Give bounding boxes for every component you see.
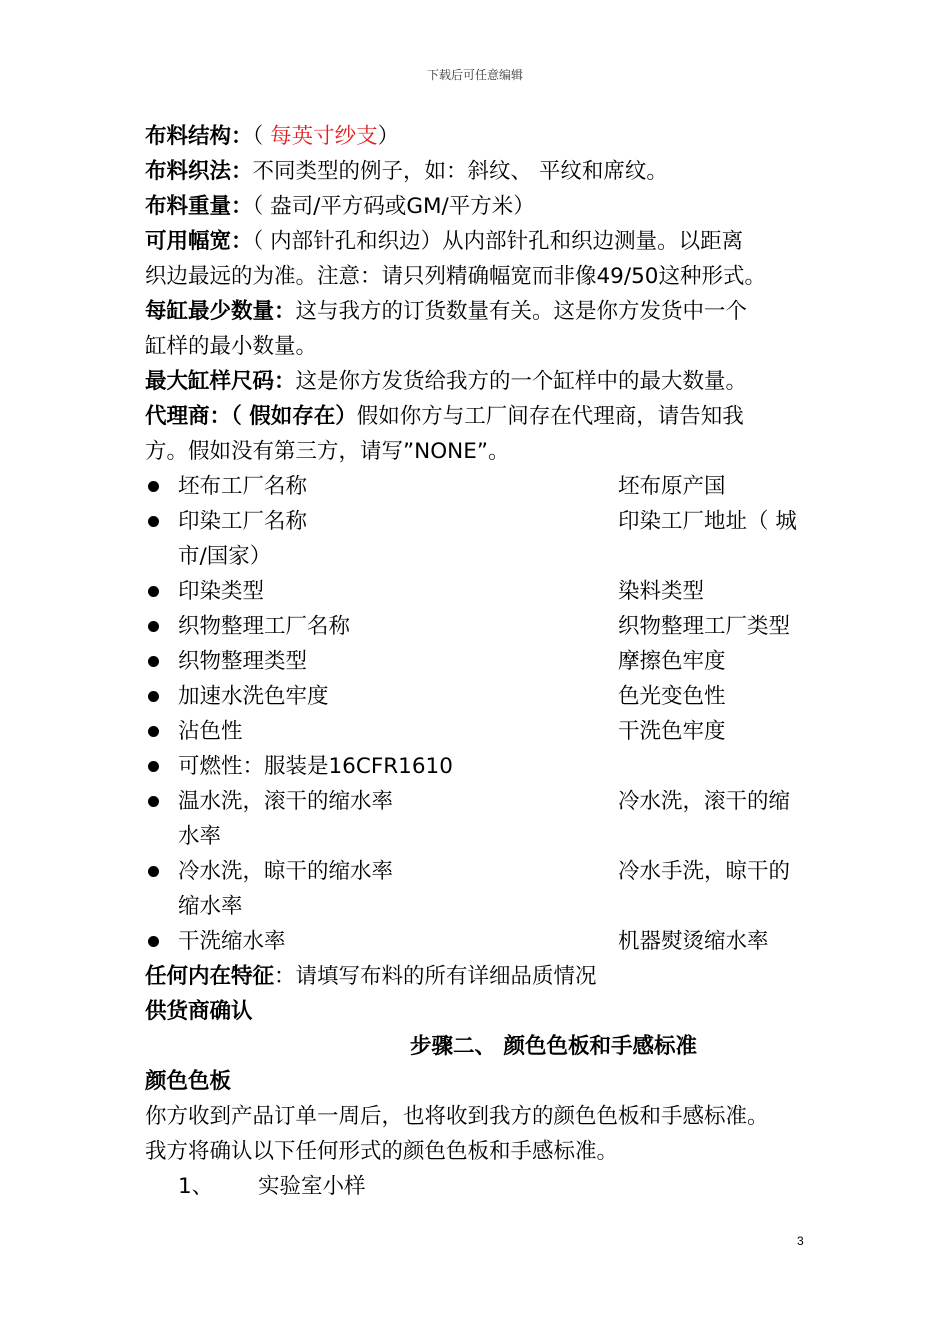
item-number: 1、 xyxy=(178,1174,214,1199)
field-label: 代理商：（ 假如存在） xyxy=(145,404,357,429)
list-item-left: 印染类型 xyxy=(178,579,265,604)
bullet-icon xyxy=(148,936,159,947)
list-item-left: 冷水洗，晾干的缩水率 xyxy=(178,859,394,884)
list-item-left: 坯布工厂名称 xyxy=(178,474,308,499)
bullet-icon xyxy=(148,516,159,527)
agent-line xyxy=(145,399,825,434)
list-item xyxy=(145,924,825,959)
bullet-icon xyxy=(148,691,159,702)
list-item xyxy=(145,854,825,889)
list-item xyxy=(145,749,825,784)
list-item xyxy=(145,644,825,679)
agent-cont: 方。假如没有第三方，请写”NONE”。 xyxy=(145,439,510,464)
paren-open: （ xyxy=(252,124,264,149)
list-item-left: 织物整理类型 xyxy=(178,649,308,674)
item-text: 实验室小样 xyxy=(258,1174,366,1199)
list-item-right: 冷水洗，滚干的缩 xyxy=(618,789,791,814)
min-quantity-cont: 缸样的最小数量。 xyxy=(145,334,318,359)
list-item-cont: 市/国家） xyxy=(178,544,272,569)
paragraph-line: 我方将确认以下任何形式的颜色色板和手感标准。 xyxy=(145,1139,619,1164)
list-item-right: 干洗色牢度 xyxy=(618,719,726,744)
list-item xyxy=(145,504,825,539)
field-label: 任何内在特征 xyxy=(145,964,275,989)
bullet-icon xyxy=(148,761,159,772)
field-label: 布料织法： xyxy=(145,159,253,184)
field-label: 布料重量： xyxy=(145,194,253,219)
field-label: 可用幅宽： xyxy=(145,229,253,254)
field-text: （ 盎司/平方码或GM/平方米） xyxy=(252,194,535,219)
bullet-icon xyxy=(148,866,159,877)
list-item-cont: 缩水率 xyxy=(178,894,243,919)
field-text: 不同类型的例子，如：斜纹、 平纹和席纹。 xyxy=(252,159,668,184)
bullet-icon xyxy=(148,796,159,807)
list-item-left: 温水洗，滚干的缩水率 xyxy=(178,789,394,814)
field-label: 每缸最少数量： xyxy=(145,299,296,324)
bullet-icon xyxy=(148,621,159,632)
fabric-weight-line xyxy=(145,189,825,224)
bullet-icon xyxy=(148,586,159,597)
list-item xyxy=(145,609,825,644)
max-dye-lot-line xyxy=(145,364,825,399)
list-item-left: 织物整理工厂名称 xyxy=(178,614,351,639)
field-text: 这与我方的订货数量有关。这是你方发货中一个 xyxy=(295,299,748,324)
fabric-structure-line xyxy=(145,119,825,154)
list-item-right: 摩擦色牢度 xyxy=(618,649,726,674)
list-item xyxy=(145,714,825,749)
list-item xyxy=(145,784,825,819)
min-quantity-line xyxy=(145,294,825,329)
step-heading: 步骤二、 颜色色板和手感标准 xyxy=(410,1034,697,1059)
list-item-left: 干洗缩水率 xyxy=(178,929,286,954)
bullet-icon xyxy=(148,726,159,737)
supplier-confirm: 供货商确认 xyxy=(145,999,253,1024)
list-item-right: 机器熨烫缩水率 xyxy=(618,929,769,954)
bullet-icon xyxy=(148,656,159,667)
usable-width-line xyxy=(145,224,825,259)
document-body xyxy=(145,119,825,1204)
list-item-right: 色光变色性 xyxy=(618,684,726,709)
section-heading: 颜色色板 xyxy=(145,1069,232,1094)
intrinsic-features-line xyxy=(145,959,825,994)
field-text: 这是你方发货给我方的一个缸样中的最大数量。 xyxy=(295,369,748,394)
paren-close: ） xyxy=(377,124,400,149)
list-item-right: 冷水手洗，晾干的 xyxy=(618,859,791,884)
numbered-item xyxy=(145,1169,825,1204)
list-item-left: 沾色性 xyxy=(178,719,243,744)
list-item-cont: 水率 xyxy=(178,824,222,849)
list-item xyxy=(145,679,825,714)
paragraph-line: 你方收到产品订单一周后，也将收到我方的颜色色板和手感标准。 xyxy=(145,1104,769,1129)
bullet-icon xyxy=(148,481,159,492)
field-label: 布料结构： xyxy=(145,124,253,149)
list-item-right: 坯布原产国 xyxy=(618,474,726,499)
highlight-text: 每英寸纱支 xyxy=(270,124,378,149)
field-text: （ 内部针孔和织边）从内部针孔和织边测量。以距离 xyxy=(252,229,744,254)
page-number: 3 xyxy=(797,1234,804,1248)
list-item-left: 可燃性：服装是16CFR1610 xyxy=(178,754,453,779)
usable-width-cont: 织边最远的为准。注意：请只列精确幅宽而非像49/50这种形式。 xyxy=(145,264,766,289)
field-label: 最大缸样尺码： xyxy=(145,369,296,394)
list-item-right: 印染工厂地址（ 城 xyxy=(618,509,797,534)
field-text: 假如你方与工厂间存在代理商，请告知我 xyxy=(356,404,744,429)
fabric-weave-line xyxy=(145,154,825,189)
list-item xyxy=(145,469,825,504)
list-item-left: 印染工厂名称 xyxy=(178,509,308,534)
list-item-left: 加速水洗色牢度 xyxy=(178,684,329,709)
page-header: 下载后可任意编辑 xyxy=(426,68,523,82)
field-text: ：请填写布料的所有详细品质情况 xyxy=(274,964,597,989)
list-item-right: 织物整理工厂类型 xyxy=(618,614,791,639)
list-item xyxy=(145,574,825,609)
list-item-right: 染料类型 xyxy=(618,579,705,604)
